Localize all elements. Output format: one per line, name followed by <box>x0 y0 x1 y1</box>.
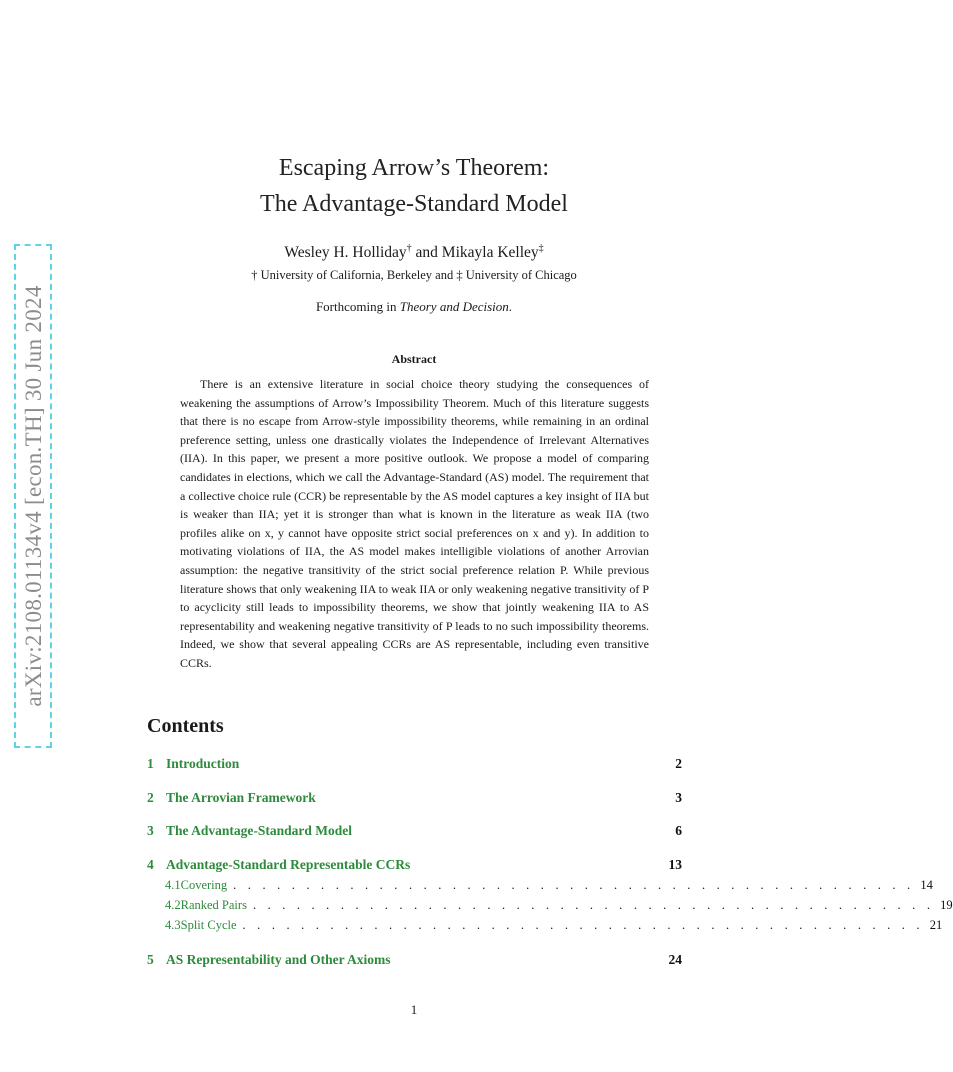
toc-page: 6 <box>675 823 682 838</box>
page-number: 1 <box>410 1002 418 1017</box>
toc-title: Introduction <box>166 756 240 771</box>
toc-page: 24 <box>668 952 682 967</box>
toc-page: 19 <box>940 898 953 912</box>
toc-title: The Arrovian Framework <box>166 790 316 805</box>
toc-entry-introduction[interactable] <box>147 756 682 774</box>
toc-number: 2 <box>147 790 154 805</box>
toc-title: Advantage-Standard Representable CCRs <box>166 857 411 872</box>
toc-number: 5 <box>147 952 154 967</box>
toc-title: Split Cycle <box>180 918 237 932</box>
forthcoming-note <box>0 299 828 315</box>
toc-entry-as-representability-other-axioms[interactable] <box>147 952 682 970</box>
author-kelley: Mikayla Kelley <box>441 244 539 262</box>
contents-heading: Contents <box>147 715 224 737</box>
abstract-body: There is an extensive literature in social choice theory studying the consequences of weakening the assumptions of Arrow’s Impossibility Theorem. Much of this literature suggests that there is no escape from Arrow-style impossibility theorems, while remaining in an ordinal preference setting, unless one drastically violates the Independence of Irrelevant Alternatives (IIA). In this paper, we present a more positive outlook. We propose a model of comparing candidates in elections, which we call the Advantage-Standard (AS) model. The requirement that a collective choice rule (CCR) be representable by the AS model captures a key insight of IIA but is weaker than IIA; yet it is stronger than what is known in the literature as weak IIA (two profiles alike on x, y cannot have opposite strict social preferences on x and y). In addition to motivating violations of IIA, the AS model makes intelligible violations of another Arrovian assumption: the negative transitivity of the strict social preference relation P. While previous literature shows that only weakening IIA to weak IIA or only weakening negative transitivity of P to acyclicity still leads to impossibility theorems, we show that jointly weakening IIA to AS representability and weakening negative transitivity of P leads to no such impossibility theorems. Indeed, we show that several appealing CCRs are AS representable, including even transitive CCRs. <box>180 377 649 670</box>
toc-title: AS Representability and Other Axioms <box>166 952 391 967</box>
dagger-mark: † <box>406 243 412 254</box>
toc-page: 21 <box>929 918 943 932</box>
toc-page: 3 <box>675 790 682 805</box>
forthcoming-suffix: . <box>508 299 513 314</box>
toc-dot-leader: . . . . . . . . . . . . . . . . . . . . . . . . . . . . . . . . . . . . . . . . . . . . . . . <box>233 878 915 892</box>
toc-title: Covering <box>180 878 228 892</box>
toc-page: 14 <box>920 878 933 892</box>
toc-title: Ranked Pairs <box>180 898 247 912</box>
toc-entry-advantage-standard-model[interactable] <box>147 823 682 841</box>
affiliations: † University of California, Berkeley and ‡ University of Chicago <box>251 268 577 282</box>
toc-dot-leader: . . . . . . . . . . . . . . . . . . . . . . . . . . . . . . . . . . . . . . . . . . . . . . . <box>242 918 924 932</box>
toc-number: 1 <box>147 756 154 771</box>
toc-entry-split-cycle[interactable] <box>147 918 943 936</box>
toc-number: 3 <box>147 823 154 838</box>
arxiv-identifier: arXiv:2108.01134v4 [econ.TH] 30 Jun 2024 <box>21 285 46 707</box>
journal-name: Theory and Decision <box>399 299 509 314</box>
toc-entry-ranked-pairs[interactable] <box>147 898 953 916</box>
toc-entry-arrovian-framework[interactable] <box>147 790 682 808</box>
author-holliday: Wesley H. Holliday <box>284 244 407 262</box>
toc-dot-leader: . . . . . . . . . . . . . . . . . . . . . . . . . . . . . . . . . . . . . . . . . . . . . . . <box>252 898 935 912</box>
toc-number: 4 <box>147 857 154 872</box>
abstract-heading: Abstract <box>391 352 437 366</box>
toc-number: 4.1 <box>165 878 181 892</box>
and-text: and <box>411 244 442 262</box>
toc-title: The Advantage-Standard Model <box>166 823 353 838</box>
toc-entry-as-representable-ccrs[interactable] <box>147 857 682 875</box>
authors <box>0 243 828 262</box>
forthcoming-prefix: Forthcoming in <box>315 299 400 314</box>
toc-number: 4.3 <box>165 918 181 932</box>
toc-page: 13 <box>668 857 682 872</box>
toc-number: 4.2 <box>165 898 181 912</box>
toc-page: 2 <box>675 756 682 771</box>
paper-title-line1: Escaping Arrow’s Theorem: <box>278 155 550 181</box>
toc-entry-covering[interactable] <box>147 878 933 896</box>
paper-title-line2: The Advantage-Standard Model <box>260 191 568 217</box>
ddagger-mark: ‡ <box>538 243 544 254</box>
